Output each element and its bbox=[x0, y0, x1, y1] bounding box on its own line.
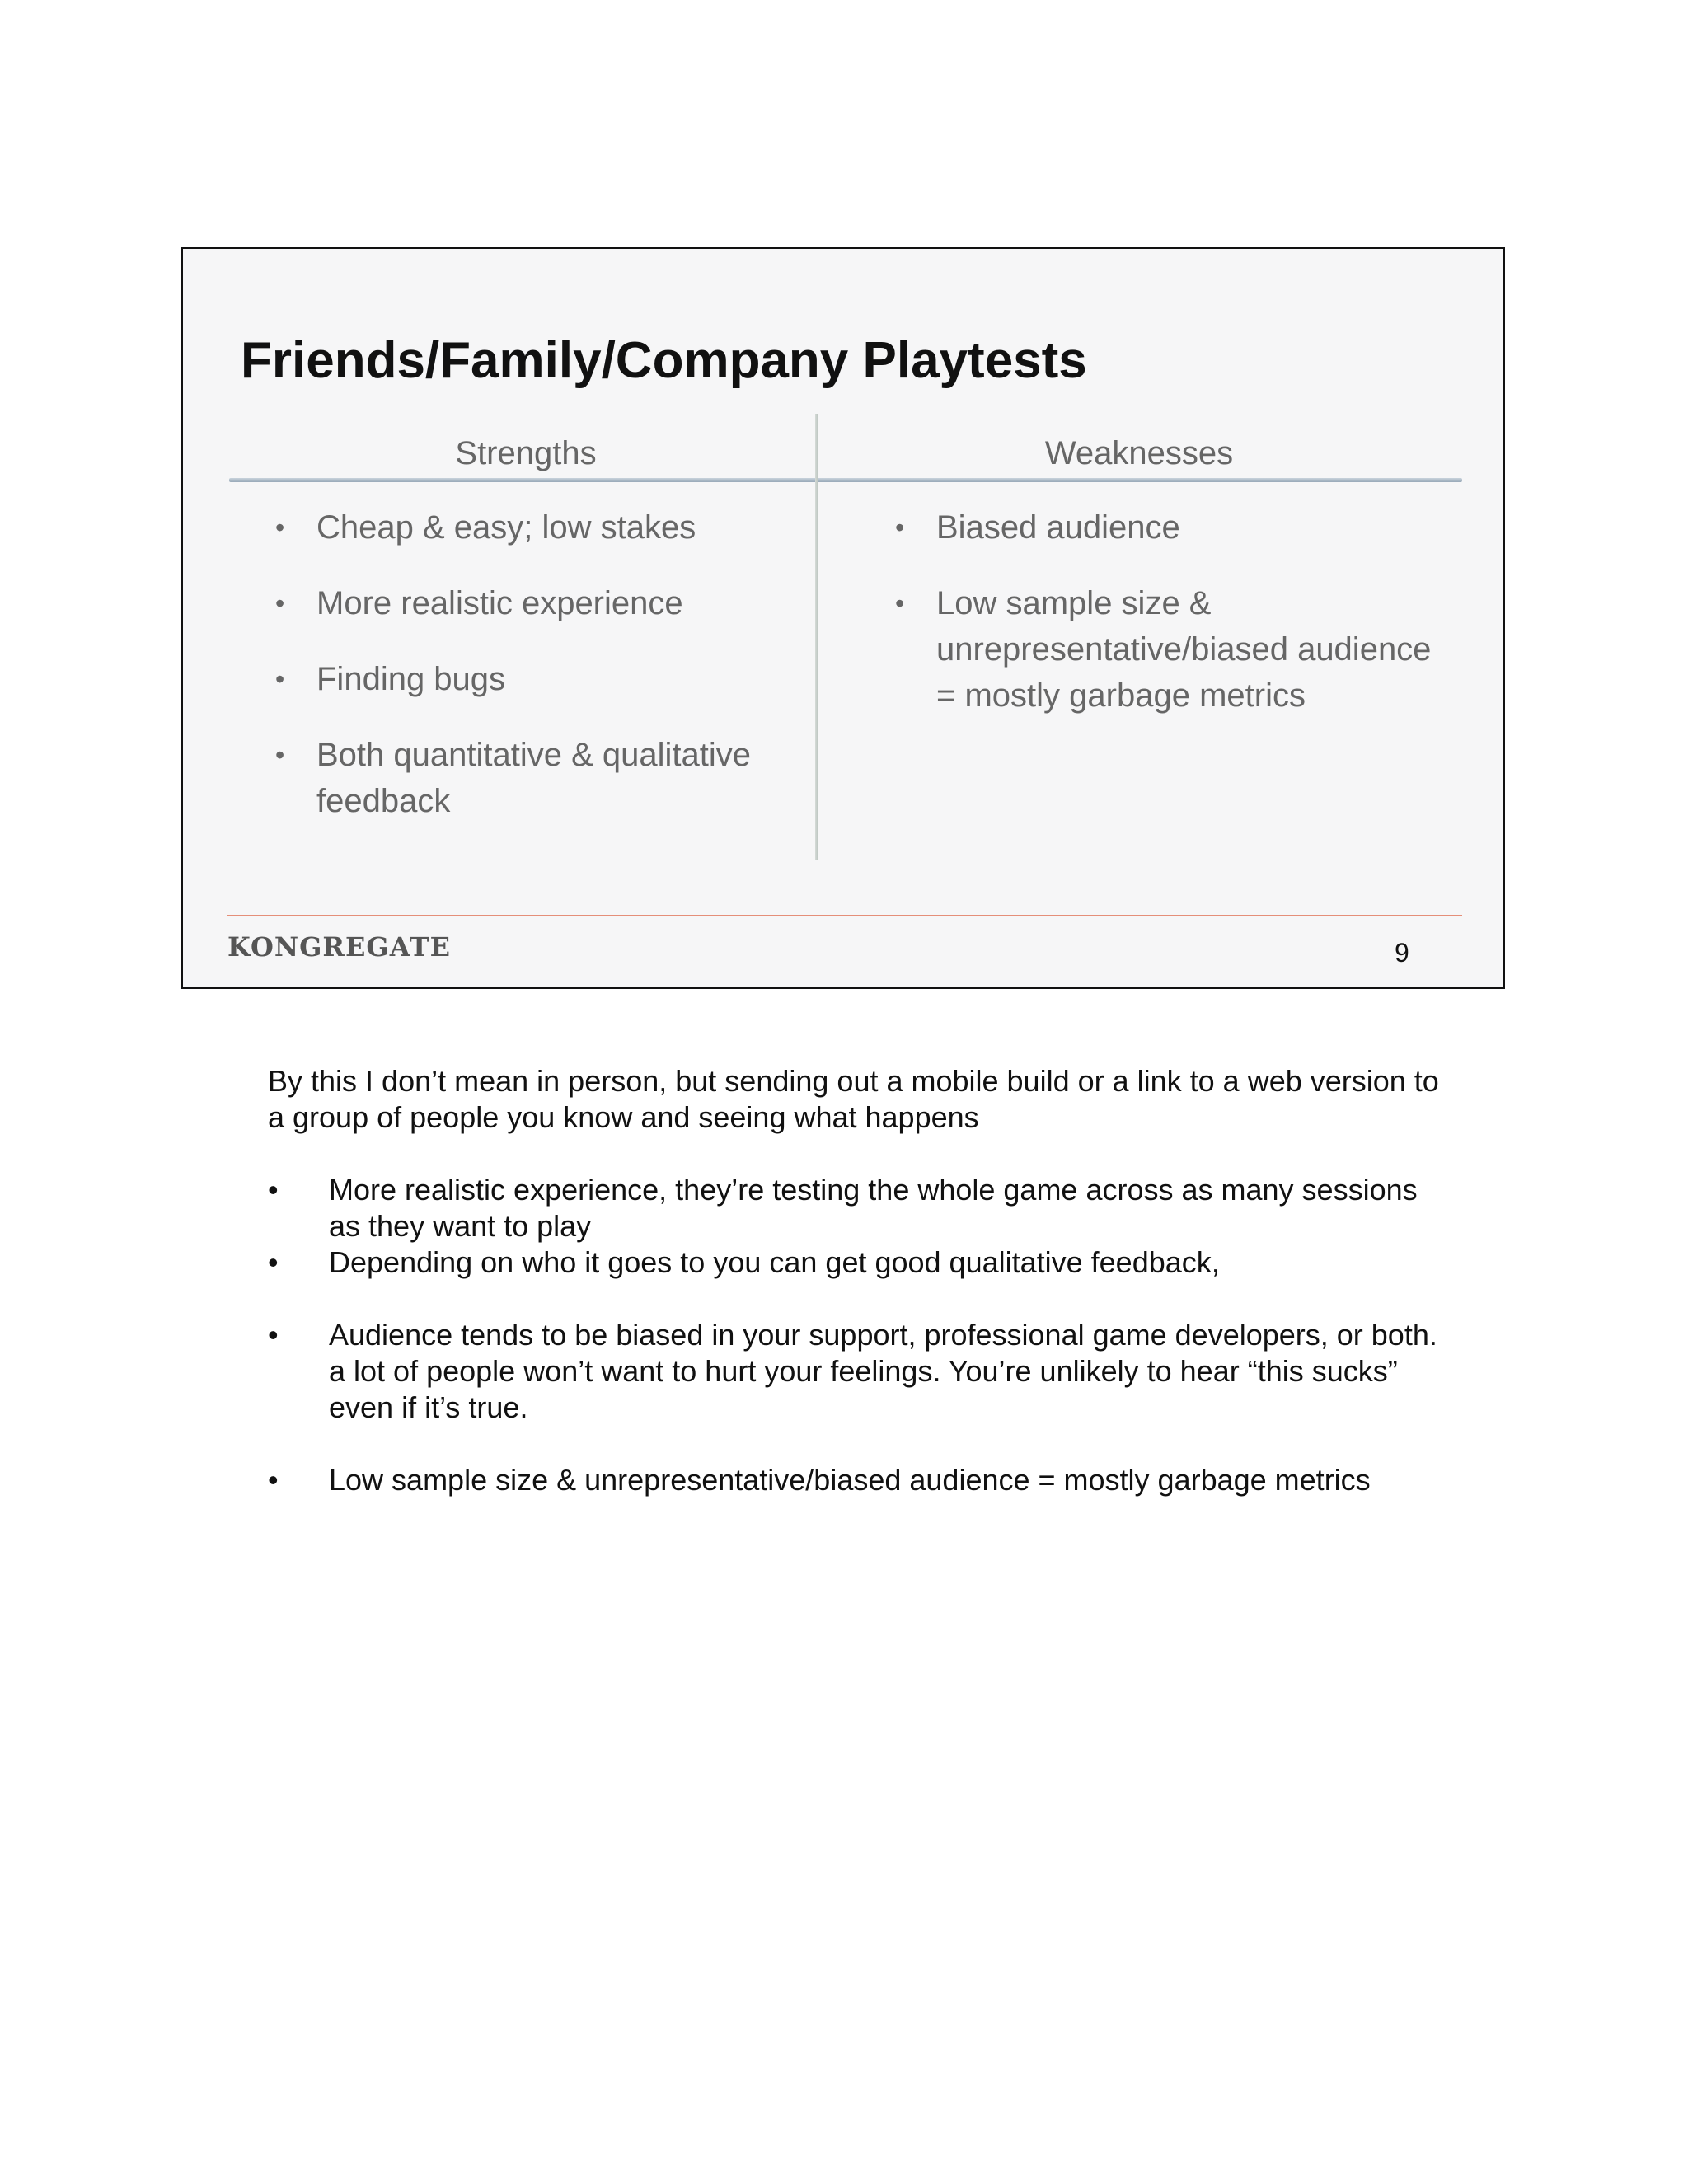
footer-rule bbox=[227, 915, 1462, 916]
weakness-item bbox=[895, 504, 1439, 551]
bullet-dot: • bbox=[268, 1245, 279, 1279]
column-divider bbox=[815, 414, 818, 860]
notes-bullet bbox=[268, 1172, 1455, 1244]
strength-item bbox=[275, 732, 786, 824]
weaknesses-heading: Weaknesses bbox=[1044, 435, 1234, 471]
bullet-dot: • bbox=[268, 1463, 279, 1497]
notes-bullet bbox=[268, 1317, 1455, 1426]
strength-item bbox=[275, 656, 786, 702]
slide-title: Friends/Family/Company Playtests bbox=[241, 332, 1087, 389]
speaker-notes bbox=[268, 1063, 1455, 1498]
notes-bullet bbox=[268, 1244, 1455, 1281]
notes-bullet bbox=[268, 1462, 1455, 1498]
notes-intro: By this I don’t mean in person, but sending out a mobile build or a link to a web version to a group of people you know and seeing what happens bbox=[268, 1064, 1439, 1134]
notes-bullet-text: More realistic experience, they’re testing the whole game across as many sessions as they want to play bbox=[329, 1173, 1418, 1243]
bullet-dot: • bbox=[275, 740, 285, 770]
bullet-dot: • bbox=[895, 588, 905, 618]
strength-item bbox=[275, 504, 786, 551]
weaknesses-list bbox=[895, 504, 1439, 748]
slide bbox=[181, 247, 1505, 989]
strength-text: Both quantitative & qualitative feedback bbox=[316, 737, 752, 819]
notes-bullet-list bbox=[268, 1172, 1455, 1498]
bullet-dot: • bbox=[268, 1318, 279, 1352]
bullet-dot: • bbox=[275, 513, 285, 542]
strength-text: Cheap & easy; low stakes bbox=[316, 509, 696, 546]
strength-text: Finding bugs bbox=[316, 661, 506, 697]
strength-text: More realistic experience bbox=[316, 585, 683, 621]
weakness-text: Biased audience bbox=[936, 509, 1180, 546]
notes-bullet-text: Depending on who it goes to you can get good qualitative feedback, bbox=[329, 1245, 1220, 1279]
weakness-text: Low sample size & unrepresentative/biased audience = mostly garbage metrics bbox=[936, 585, 1432, 714]
heading-rule bbox=[229, 478, 1462, 482]
bullet-dot: • bbox=[268, 1173, 279, 1207]
bullet-dot: • bbox=[275, 664, 285, 694]
strength-item bbox=[275, 580, 786, 626]
strengths-heading: Strengths bbox=[455, 435, 597, 471]
bullet-dot: • bbox=[895, 513, 905, 542]
notes-bullet-text: Low sample size & unrepresentative/biased audience = mostly garbage metrics bbox=[329, 1463, 1371, 1497]
strengths-list bbox=[275, 504, 786, 854]
weakness-item bbox=[895, 580, 1439, 719]
slide-page-number: 9 bbox=[1395, 938, 1409, 968]
brand-logo: KONGREGATE bbox=[227, 931, 451, 963]
bullet-dot: • bbox=[275, 588, 285, 618]
notes-bullet-text: Audience tends to be biased in your support, professional game developers, or both. a lot of people won’t want to hurt your feelings. You’re unlikely to hear “this sucks” even if it’s true. bbox=[329, 1318, 1437, 1424]
